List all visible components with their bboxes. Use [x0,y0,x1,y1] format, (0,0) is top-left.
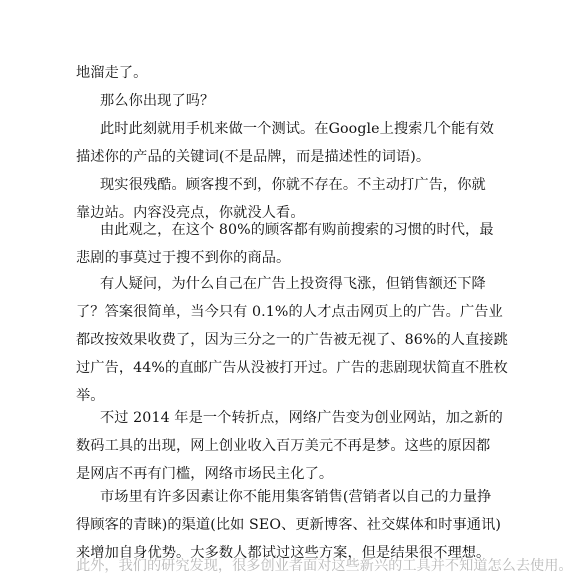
paragraph [76,115,494,171]
paragraph [76,59,426,87]
text-line: 都改按效果收费了，因为三分之一的广告被无视了、86%的人直接跳 [76,332,508,348]
text-line: 数码工具的出现，网上创业收入百万美元不再是梦。这些的原因都 [76,438,491,454]
text-line: 此时此刻就用手机来做一个测试。在Google上搜索几个能有效 [100,121,494,137]
text-line: 过广告，44%的直邮广告从没被打开过。广告的悲剧现状简直不胜枚 [76,360,508,376]
text-line: 来增加自身优势。大多数人都试过这些方案，但是结果很不理想。 [76,545,491,561]
text-line: 地溜走了。 [76,65,148,81]
text-line: 举。 [76,388,105,404]
paragraph [76,270,508,410]
text-line: 靠边站。内容没亮点，你就没人看。 [76,205,305,221]
text-line: 不过 2014 年是一个转折点，网络广告变为创业网站，加之新的 [100,410,503,426]
paragraph [76,87,426,115]
text-line: 那么你出现了吗？ [100,93,215,109]
text-line: 描述你的产品的关键词(不是品牌，而是描述性的词语)。 [76,149,431,165]
text-line: 有人疑问，为什么自己在广告上投资得飞涨，但销售额还下降 [100,276,486,292]
text-line: 现实很残酷。顾客搜不到，你就不存在。不主动打广告，你就 [100,177,486,193]
paragraph [76,216,494,272]
text-line: 是网店不再有门槛，网络市场民主化了。 [76,466,334,482]
paragraph [76,404,503,488]
text-line: 由此观之，在这个 80%的顾客都有购前搜索的习惯的时代，最 [100,222,494,238]
text-line: 了？答案很简单，当今只有 0.1%的人才点击网页上的广告。广告业 [76,304,503,320]
text-line: 市场里有许多因素让你不能用集客销售(营销者以自己的力量挣 [100,489,492,505]
cut-off-text-line: 此外，我们的研究发现，很多创业者面对这些新兴的工具并不知道怎么去使用。 [76,558,573,574]
text-line: 得顾客的青睐)的渠道(比如 SEO、更新博客、社交媒体和时事通讯) [76,517,501,533]
text-line: 悲剧的事莫过于搜不到你的商品。 [76,250,291,266]
